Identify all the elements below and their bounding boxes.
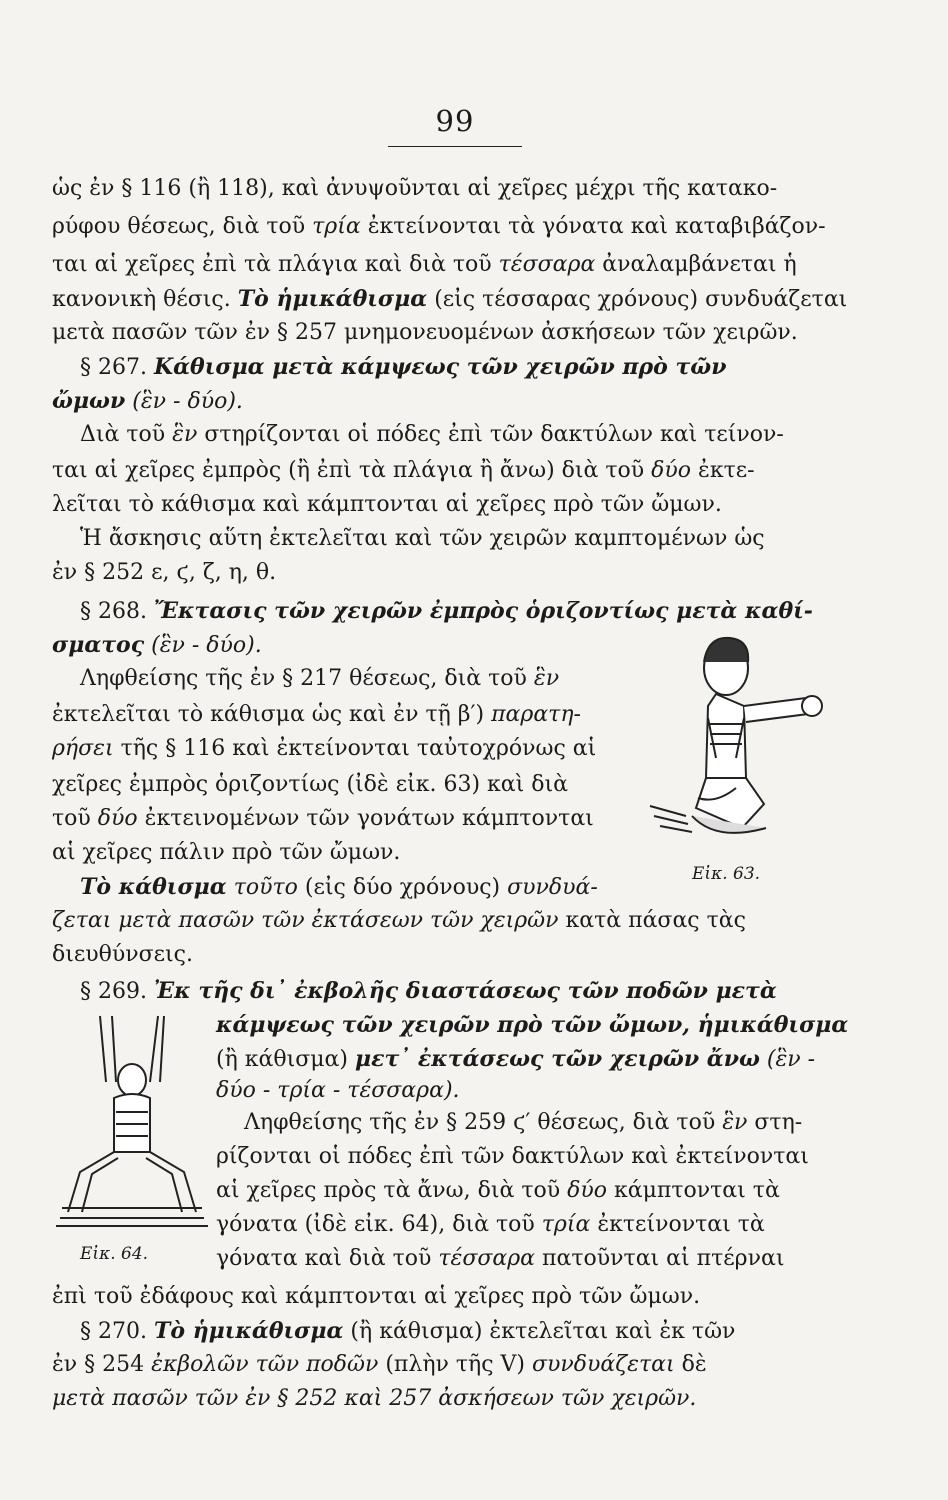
text-segment: Κάθισμα μετὰ κάμψεως τῶν χειρῶν πρὸ τῶν <box>153 354 727 380</box>
text-segment: δύο <box>97 806 138 831</box>
text-segment: τέσσαρα <box>498 252 596 277</box>
text-line <box>52 734 596 764</box>
section-heading <box>80 596 813 627</box>
text-segment: κατὰ πάσας τὰς <box>558 908 746 933</box>
text-segment: κάμψεως τῶν χειρῶν πρὸ τῶν ὤμων, ἡμικάθισμα <box>216 1012 849 1038</box>
text-segment: § 269. <box>80 979 154 1004</box>
text-segment: στη- <box>747 1110 803 1135</box>
text-segment: ἓν <box>722 1110 748 1135</box>
text-segment: χεῖρες ἐμπρὸς ὁριζοντίως (ἰδὲ εἰκ. 63) καὶ διὰ <box>52 772 568 797</box>
text-line <box>52 490 722 520</box>
text-segment: ἐκβολῶν τῶν ποδῶν <box>151 1352 379 1377</box>
text-segment: στηρίζονται οἱ πόδες ἐπὶ τῶν δακτύλων καὶ τείνον- <box>197 422 784 447</box>
text-segment: αἱ χεῖρες πρὸς τὰ ἄνω, διὰ τοῦ <box>216 1178 568 1203</box>
text-segment <box>227 875 234 900</box>
text-segment: κάμπτονται τὰ <box>606 1178 780 1203</box>
text-line <box>80 524 765 554</box>
text-line <box>80 872 598 903</box>
text-segment: (ἢ κάθισμα) <box>216 1047 355 1072</box>
text-segment: τοῦτο <box>233 875 298 900</box>
text-segment: τρία <box>312 214 361 239</box>
text-segment: ἐπὶ τοῦ ἐδάφους καὶ κάμπτονται αἱ χεῖρες πρὸ τῶν ὤμων. <box>52 1284 701 1309</box>
text-segment: (εἰς δύο χρόνους) <box>297 875 508 900</box>
text-segment: ἐκτείνονται τὰ <box>590 1212 765 1237</box>
text-segment: αἱ χεῖρες πάλιν πρὸ τῶν ὤμων. <box>52 840 401 865</box>
text-line <box>80 664 559 694</box>
figure-63-caption: Εἰκ. 63. <box>692 864 761 884</box>
text-line <box>52 250 797 280</box>
text-segment: Ἐκ τῆς δι᾽ ἐκβολῆς διαστάσεως τῶν ποδῶν μετὰ <box>153 978 777 1004</box>
text-segment: γόνατα (ἰδὲ εἰκ. 64), διὰ τοῦ <box>216 1212 542 1237</box>
text-segment: ἐκτείνονται τὰ γόνατα καὶ καταβιβάζον- <box>360 214 826 239</box>
text-segment: ρήσει <box>52 736 114 761</box>
text-segment: συνδυάζεται <box>532 1352 675 1377</box>
text-line <box>52 940 193 970</box>
text-segment: (ἓν - δύο). <box>151 633 262 658</box>
text-segment: ἀναλαμβάνεται ἡ <box>595 252 797 277</box>
section-heading-cont <box>216 1010 848 1041</box>
text-segment: ται αἱ χεῖρες ἐμπρὸς (ἢ ἐπὶ τὰ πλάγια ἢ ἄνω) διὰ τοῦ <box>52 458 652 483</box>
text-segment: τοῦ <box>52 806 98 831</box>
text-segment: σματος <box>52 632 145 658</box>
text-segment: διευθύνσεις. <box>52 942 193 967</box>
section-heading <box>80 352 727 383</box>
text-segment: ζεται μετὰ πασῶν τῶν ἐκτάσεων τῶν χειρῶν <box>52 908 559 933</box>
text-segment: ται αἱ χεῖρες ἐπὶ τὰ πλάγια καὶ διὰ τοῦ <box>52 252 499 277</box>
text-segment: δύο <box>651 458 692 483</box>
text-line <box>52 212 826 242</box>
text-line <box>52 838 400 868</box>
text-segment: μετὰ πασῶν τῶν ἐν § 257 μνημονευομένων ἀσκήσεων τῶν χειρῶν. <box>52 320 798 345</box>
text-segment: ὡς ἐν § 116 (ἢ 118), καὶ ἀνυψοῦνται αἱ χεῖρες μέχρι τῆς κατακο- <box>52 176 778 201</box>
text-segment: γόνατα καὶ διὰ τοῦ <box>216 1246 439 1271</box>
text-segment: ἐκτε- <box>691 458 755 483</box>
text-segment: Διὰ τοῦ <box>80 422 173 447</box>
text-line <box>244 1108 802 1138</box>
figure-63-illustration <box>646 628 836 858</box>
text-segment: Ληφθείσης τῆς ἐν § 217 θέσεως, διὰ τοῦ <box>80 666 534 691</box>
section-heading-cont <box>52 630 262 661</box>
text-segment: τέσσαρα <box>438 1246 536 1271</box>
text-segment: κανονικὴ θέσις. <box>52 287 238 312</box>
text-line <box>52 770 568 800</box>
text-segment: Ληφθείσης τῆς ἐν § 259 ϛ′ θέσεως, διὰ τοῦ <box>244 1110 723 1135</box>
text-segment: τρία <box>541 1212 591 1237</box>
text-segment: Τὸ ἡμικάθισμα <box>153 1318 344 1344</box>
text-line <box>216 1244 784 1274</box>
text-segment: μετ᾽ ἐκτάσεως τῶν χειρῶν ἄνω <box>354 1046 760 1072</box>
text-line <box>216 1176 780 1206</box>
text-segment: § 270. <box>80 1319 154 1344</box>
text-segment: τῆς § 116 καὶ ἐκτείνονται ταὐτοχρόνως αἱ <box>113 736 597 761</box>
text-line <box>52 1350 707 1380</box>
text-line <box>52 456 755 486</box>
text-line <box>216 1142 809 1172</box>
text-line <box>80 420 784 450</box>
text-line <box>52 804 594 834</box>
text-line <box>52 1384 696 1414</box>
text-segment: ἐν § 252 ε, ϛ, ζ, η, θ. <box>52 560 277 585</box>
text-segment <box>760 1047 767 1072</box>
text-segment: Ἡ ἄσκησις αὕτη ἐκτελεῖται καὶ τῶν χειρῶν καμπτομένων ὡς <box>80 526 765 551</box>
text-segment: μετὰ πασῶν τῶν ἐν § 252 καὶ 257 ἀσκήσεων τῶν χειρῶν. <box>52 1386 697 1411</box>
section-heading-cont <box>216 1044 815 1075</box>
text-segment: (ἓν - δύο). <box>132 389 243 414</box>
text-segment: (πλὴν τῆς V) <box>378 1352 532 1377</box>
text-segment: συνδυά- <box>507 875 598 900</box>
text-line <box>52 174 777 204</box>
text-line <box>52 700 581 730</box>
text-segment: § 267. <box>80 355 154 380</box>
text-line <box>52 318 798 348</box>
text-segment: ρύφου θέσεως, διὰ τοῦ <box>52 214 313 239</box>
text-segment: παρατη- <box>491 702 581 727</box>
text-segment: Τὸ ἡμικάθισμα <box>237 286 428 312</box>
text-segment: (ἢ κάθισμα) ἐκτελεῖται καὶ ἐκ τῶν <box>343 1319 736 1344</box>
text-segment: δύο <box>567 1178 607 1203</box>
text-segment: λεῖται τὸ κάθισμα καὶ κάμπτονται αἱ χεῖρες πρὸ τῶν ὤμων. <box>52 492 722 517</box>
text-segment: Τὸ κάθισμα <box>80 874 227 900</box>
page-number: 99 <box>435 104 475 138</box>
text-segment: ὤμων <box>52 388 126 414</box>
section-heading <box>80 976 777 1007</box>
text-segment: δὲ <box>674 1352 707 1377</box>
text-line <box>216 1210 765 1240</box>
text-segment: § 268. <box>80 599 154 624</box>
section-heading-cont <box>52 386 243 417</box>
squatting-figure-arms-forward-icon <box>650 638 822 833</box>
text-segment: ἐκτεινομένων τῶν γονάτων κάμπτονται <box>137 806 594 831</box>
text-line <box>52 906 746 936</box>
text-segment: Ἔκτασις τῶν χειρῶν ἐμπρὸς ὁριζοντίως μετὰ καθί- <box>153 598 813 624</box>
figure-64-illustration <box>52 1012 212 1242</box>
section-heading <box>80 1316 735 1347</box>
text-segment: δύο - τρία - τέσσαρα). <box>216 1078 460 1103</box>
text-segment: (ἓν - <box>766 1047 816 1072</box>
text-segment: ἓν <box>533 666 560 691</box>
text-segment: ἐκτελεῖται τὸ κάθισμα ὡς καὶ ἐν τῇ β′) <box>52 702 492 727</box>
figure-64-caption: Εἰκ. 64. <box>80 1244 149 1264</box>
text-line <box>52 558 276 588</box>
section-heading-cont <box>216 1076 460 1106</box>
text-segment: ρίζονται οἱ πόδες ἐπὶ τῶν δακτύλων καὶ ἐκτείνονται <box>216 1144 809 1169</box>
header-rule <box>388 146 522 147</box>
text-segment: πατοῦνται αἱ πτέρναι <box>535 1246 785 1271</box>
text-line <box>52 1282 700 1312</box>
text-segment: ἓν <box>172 422 198 447</box>
text-line <box>52 284 847 315</box>
text-segment: (εἰς τέσσαρας χρόνους) συνδυάζεται <box>427 287 848 312</box>
squatting-figure-arms-up-icon <box>56 1016 208 1226</box>
text-segment: ἐν § 254 <box>52 1352 152 1377</box>
